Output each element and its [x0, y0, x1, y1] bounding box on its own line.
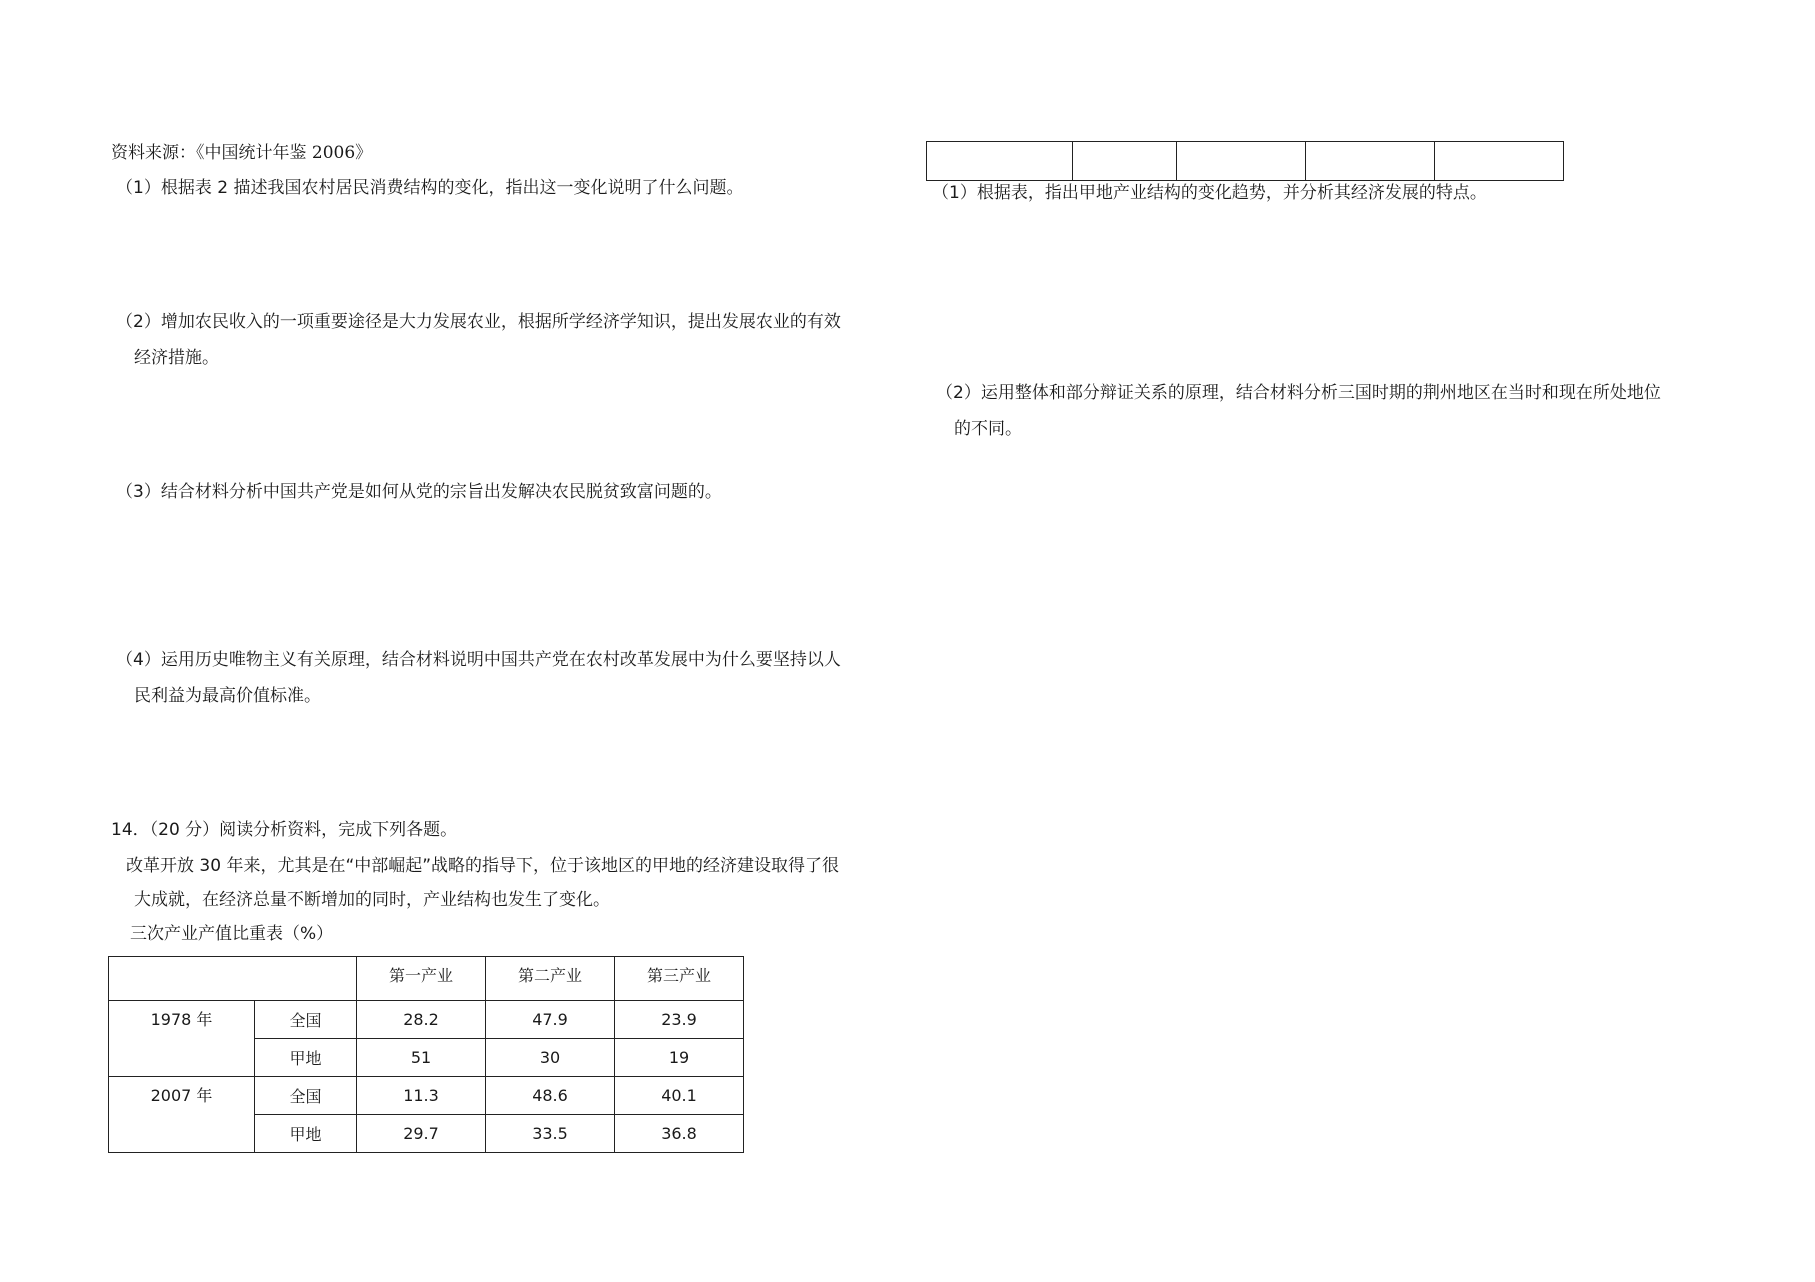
header-secondary-industry: 第二产业	[486, 957, 615, 1001]
question-14-intro-line-2: 大成就，在经济总量不断增加的同时，产业结构也发生了变化。	[134, 890, 610, 910]
empty-cell	[1177, 142, 1306, 181]
value-cell: 33.5	[486, 1115, 615, 1153]
value-cell: 11.3	[357, 1077, 486, 1115]
year-cell-2007: 2007 年	[109, 1077, 255, 1153]
right-question-2-line-2: 的不同。	[954, 419, 1022, 439]
empty-cell	[1073, 142, 1177, 181]
right-question-1: （1）根据表，指出甲地产业结构的变化趋势，并分析其经济发展的特点。	[932, 183, 1487, 203]
question-4-line-1: （4）运用历史唯物主义有关原理，结合材料说明中国共产党在农村改革发展中为什么要坚持以人	[116, 650, 841, 670]
question-4-line-2: 民利益为最高价值标准。	[134, 686, 321, 706]
table-header-row	[109, 957, 744, 1001]
table-row	[927, 142, 1564, 181]
value-cell: 30	[486, 1039, 615, 1077]
value-cell: 29.7	[357, 1115, 486, 1153]
value-cell: 36.8	[615, 1115, 744, 1153]
value-cell: 40.1	[615, 1077, 744, 1115]
empty-cell	[1435, 142, 1564, 181]
empty-cell	[927, 142, 1073, 181]
table-row	[109, 1001, 744, 1039]
year-cell-1978: 1978 年	[109, 1001, 255, 1077]
question-2-line-2: 经济措施。	[134, 348, 219, 368]
region-cell: 甲地	[255, 1039, 357, 1077]
question-1: （1）根据表 2 描述我国农村居民消费结构的变化，指出这一变化说明了什么问题。	[116, 178, 744, 198]
value-cell: 23.9	[615, 1001, 744, 1039]
source-note: 资料来源：《中国统计年鉴 2006》	[111, 143, 373, 163]
industry-share-table	[108, 956, 744, 1153]
region-cell: 全国	[255, 1077, 357, 1115]
value-cell: 51	[357, 1039, 486, 1077]
question-14-title: 14．（20 分）阅读分析资料，完成下列各题。	[111, 820, 458, 840]
value-cell: 19	[615, 1039, 744, 1077]
header-primary-industry: 第一产业	[357, 957, 486, 1001]
table-corner-cell	[109, 957, 357, 1001]
table-row	[109, 1077, 744, 1115]
value-cell: 28.2	[357, 1001, 486, 1039]
question-3: （3）结合材料分析中国共产党是如何从党的宗旨出发解决农民脱贫致富问题的。	[116, 482, 722, 502]
table-caption: 三次产业产值比重表（%）	[130, 924, 334, 944]
header-tertiary-industry: 第三产业	[615, 957, 744, 1001]
question-2-line-1: （2）增加农民收入的一项重要途径是大力发展农业，根据所学经济学知识，提出发展农业的有效	[116, 312, 841, 332]
empty-table-fragment	[926, 141, 1564, 181]
value-cell: 47.9	[486, 1001, 615, 1039]
right-question-2-line-1: （2）运用整体和部分辩证关系的原理，结合材料分析三国时期的荆州地区在当时和现在所处地位	[936, 383, 1661, 403]
region-cell: 全国	[255, 1001, 357, 1039]
question-14-intro-line-1: 改革开放 30 年来，尤其是在“中部崛起”战略的指导下，位于该地区的甲地的经济建设取得了很	[126, 856, 840, 876]
value-cell: 48.6	[486, 1077, 615, 1115]
empty-cell	[1306, 142, 1435, 181]
region-cell: 甲地	[255, 1115, 357, 1153]
